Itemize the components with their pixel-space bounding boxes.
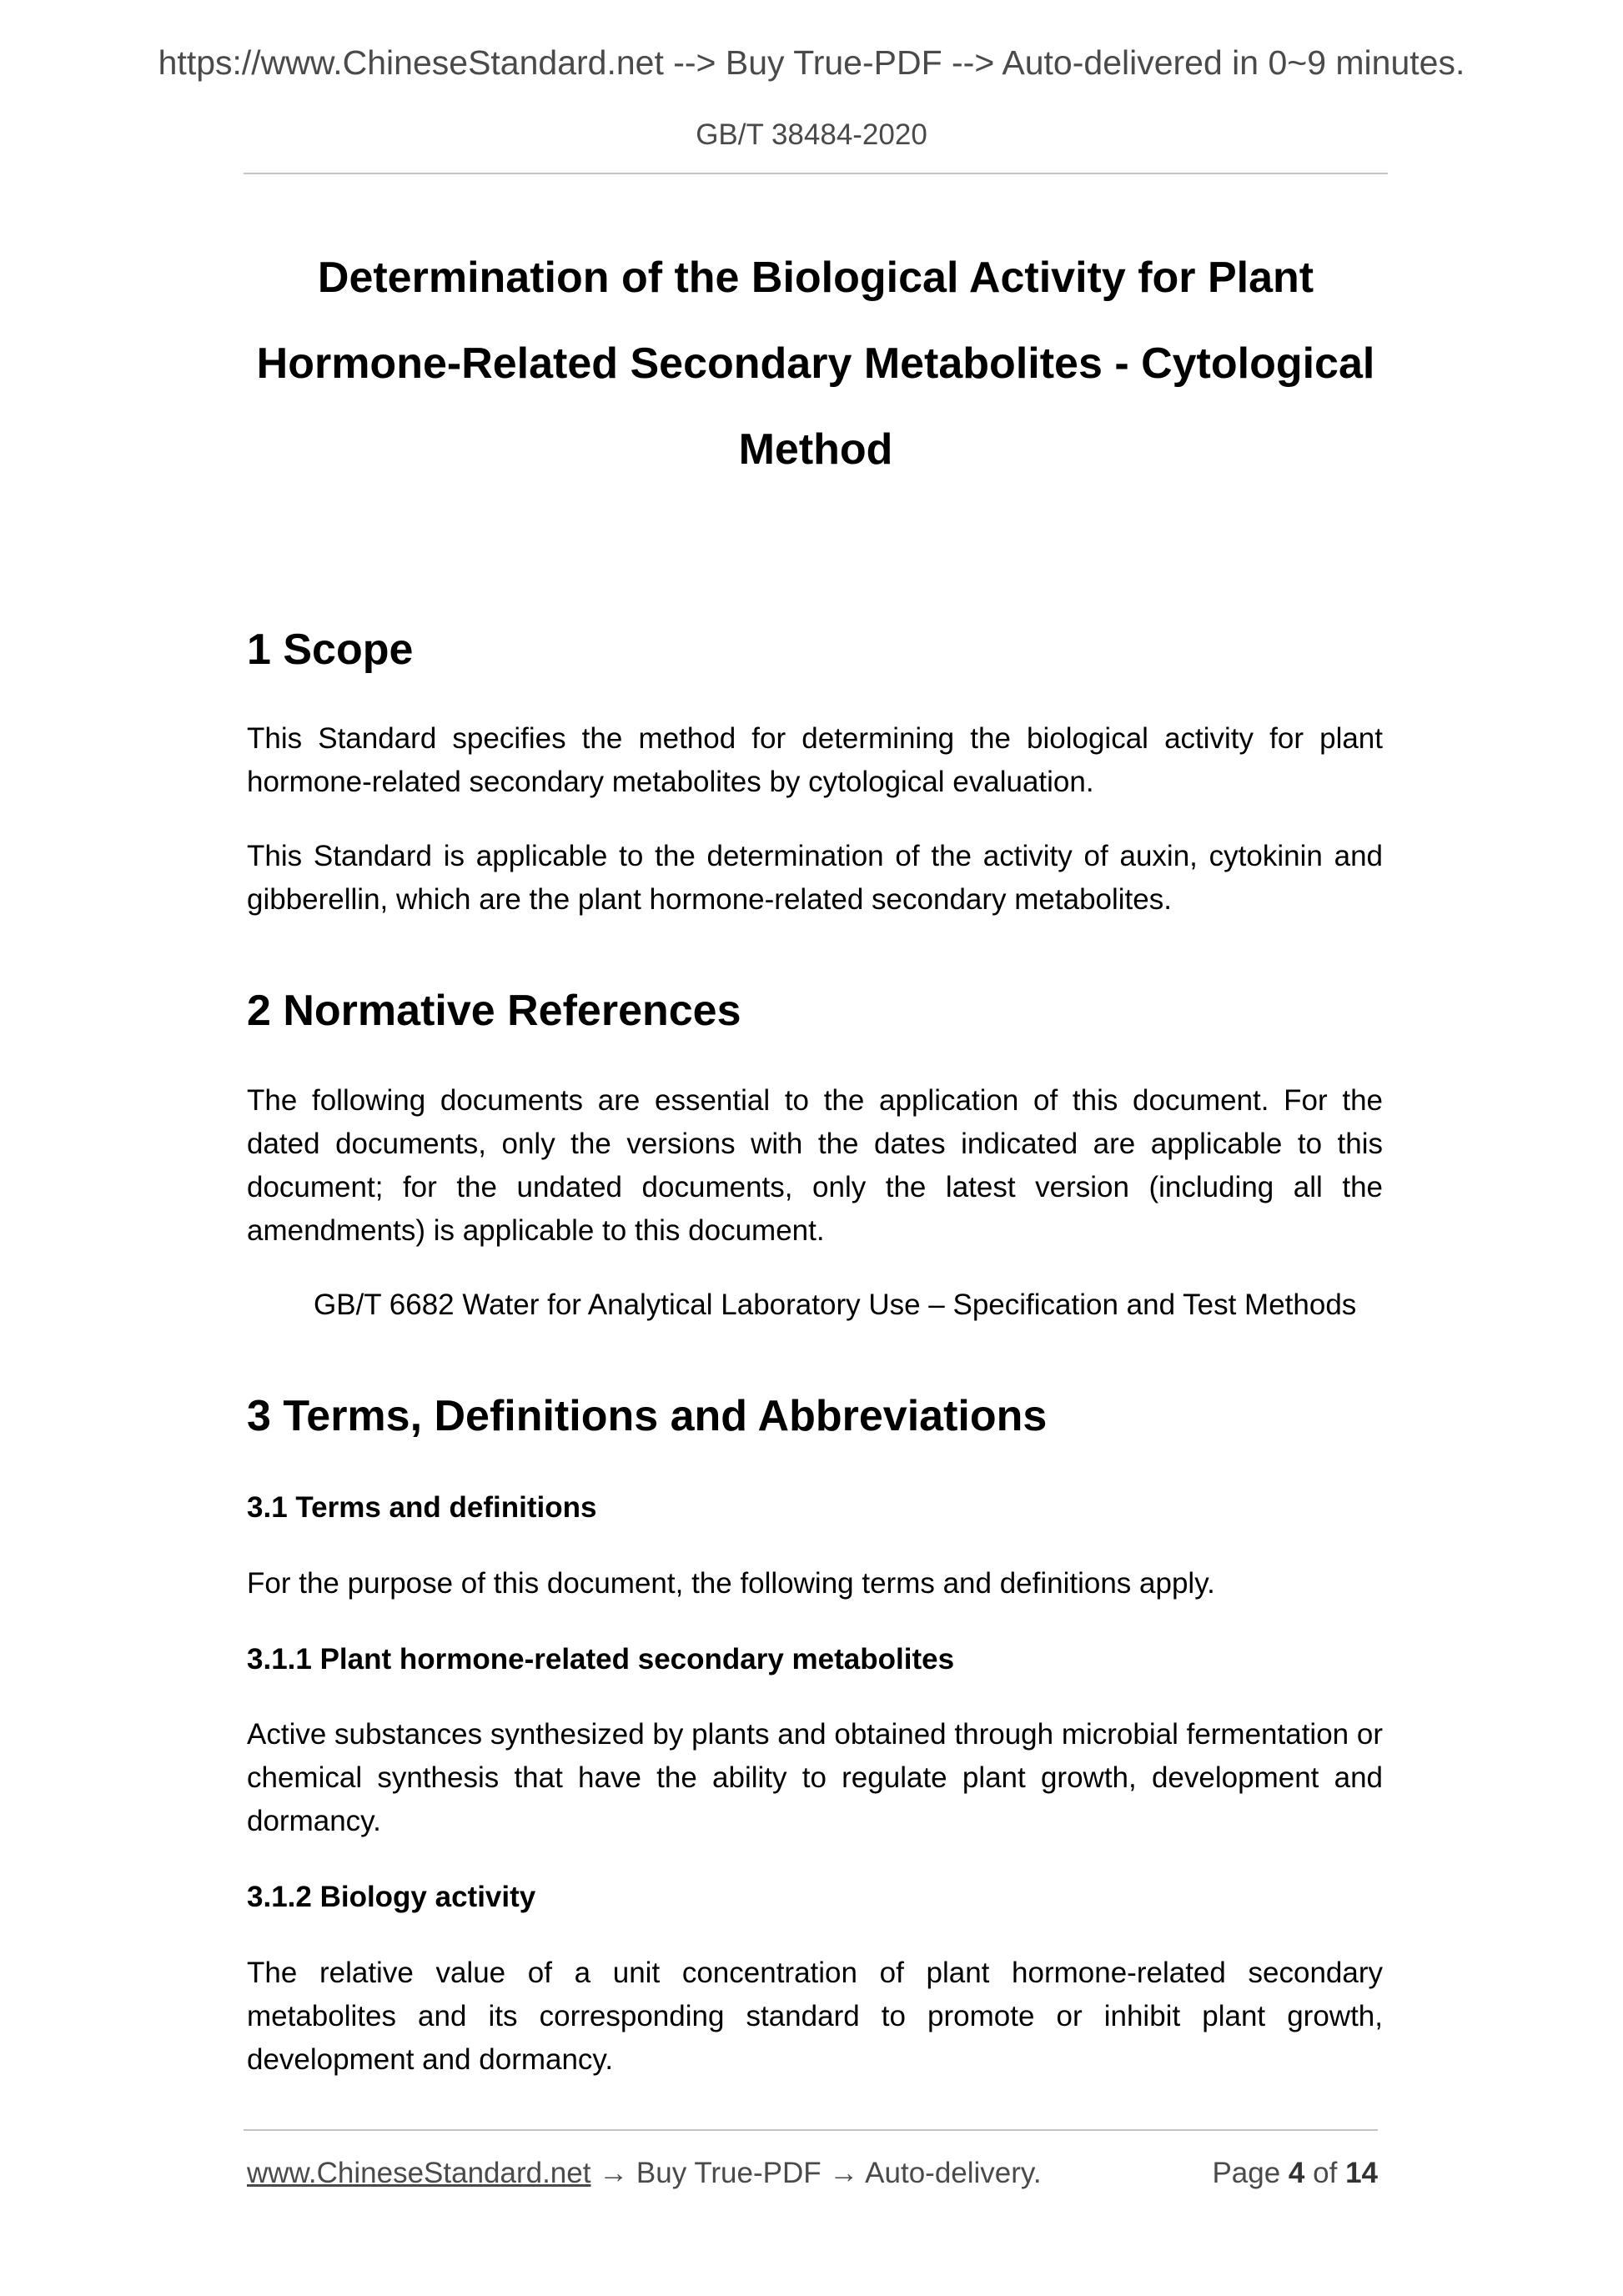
of-label: of — [1313, 2157, 1338, 2189]
document-body — [247, 624, 1383, 2082]
page-indicator — [1212, 2157, 1378, 2190]
title-line-1: Determination of the Biological Activity for Plant — [317, 254, 1314, 302]
term-definition-plant-hormone-metabolites: Active substances synthesized by plants and obtained through microbial fermentation or chemical synthesis that have the ability to regulate plant growth, development and dormancy. — [247, 1718, 1383, 1838]
section-heading-scope: 1 Scope — [247, 625, 414, 674]
references-paragraph: The following documents are essential to the application of this document. For the dated documents, only the versions with the dates indicated are applicable to this document; for the undated documents, only the latest version (including all the amendments) is applicable to this document. — [247, 1083, 1383, 1247]
page-total: 14 — [1345, 2157, 1378, 2189]
reference-item: GB/T 6682 Water for Analytical Laboratory Use – Specification and Test Methods — [314, 1288, 1357, 1321]
section-heading-terms: 3 Terms, Definitions and Abbreviations — [247, 1391, 1048, 1440]
term-heading-biology-activity: 3.1.2 Biology activity — [247, 1881, 536, 1914]
top-banner: https://www.ChineseStandard.net --> Buy True-PDF --> Auto-delivered in 0~9 minutes. — [158, 43, 1465, 82]
footer-left — [247, 2157, 1042, 2190]
title-line-3: Method — [738, 425, 893, 474]
footer-site-link[interactable]: www.ChineseStandard.net — [247, 2157, 591, 2189]
scope-paragraph-1: This Standard specifies the method for determining the biological activity for plant hormone-related secondary metabolites by cytological evaluation. — [247, 722, 1383, 799]
footer-divider — [244, 2129, 1378, 2131]
page-footer — [247, 2157, 1378, 2190]
footer-tagline: → Buy True-PDF → Auto-delivery. — [590, 2157, 1042, 2189]
subsection-heading-terms-definitions: 3.1 Terms and definitions — [247, 1491, 597, 1525]
standard-code: GB/T 38484-2020 — [696, 118, 927, 151]
document-title — [244, 235, 1388, 493]
title-line-2: Hormone-Related Secondary Metabolites - Cytological — [256, 339, 1375, 388]
scope-paragraph-2: This Standard is applicable to the determination of the activity of auxin, cytokinin and gibberellin, which are the plant hormone-related secondary metabolites. — [247, 840, 1383, 917]
section-heading-normative-references: 2 Normative References — [247, 987, 741, 1036]
term-definition-biology-activity: The relative value of a unit concentration of plant hormone-related secondary metabolites and its corresponding standard to promote or inhibit plant growth, development and dormancy. — [247, 1956, 1383, 2076]
term-heading-plant-hormone-metabolites: 3.1.1 Plant hormone-related secondary metabolites — [247, 1642, 955, 1676]
page-label: Page — [1212, 2157, 1281, 2189]
page-number: 4 — [1288, 2157, 1305, 2189]
header-divider — [244, 173, 1388, 174]
terms-intro-paragraph: For the purpose of this document, the following terms and definitions apply. — [247, 1566, 1215, 1600]
